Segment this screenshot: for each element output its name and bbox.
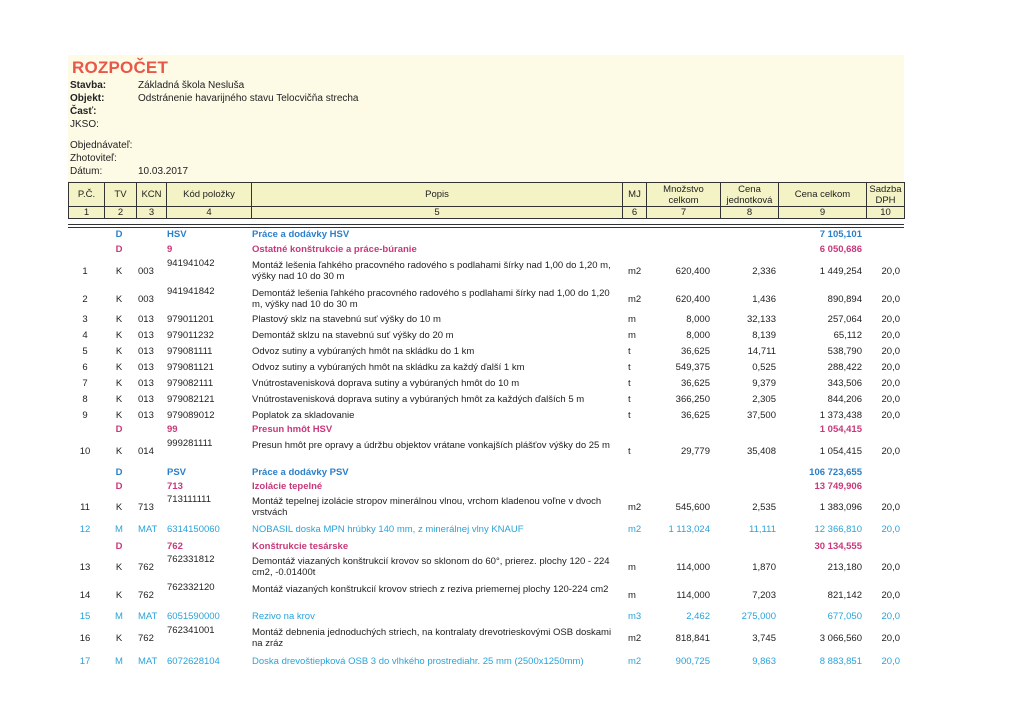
cell-pc: 8 [82,394,88,405]
cell-popis: Doska drevoštiepková OSB 3 do vlhkého prostrediahr. 25 mm (2500x1250mm) [252,656,584,667]
table-row [0,609,1024,623]
cell-celkom: 257,064 [827,314,862,325]
cell-celkom: 30 134,555 [814,541,862,552]
cell-kcn: 013 [138,378,154,389]
cell-celkom: 13 749,906 [814,481,862,492]
cell-cena: 2,535 [752,502,776,513]
cell-pc: 7 [82,378,88,389]
cell-mnozstvo: 900,725 [675,656,710,667]
cell-pc: 13 [79,562,91,573]
cell-celkom: 1 054,415 [819,446,862,457]
cell-popis: Práce a dodávky HSV [252,229,350,240]
table-row [0,554,1024,580]
cell-cena: 37,500 [746,410,776,421]
cell-kcn: 013 [138,362,154,373]
stavba-value: Základná škola Nesluša [138,80,245,91]
cell-mj: m2 [628,266,642,277]
cell-celkom: 1 449,254 [819,266,862,277]
cell-mj: t [628,446,631,457]
cell-kod: 941941042 [167,258,215,269]
cell-tv: D [115,467,123,478]
cell-celkom: 6 050,686 [819,244,862,255]
table-row [0,360,1024,374]
cell-popis: Demontáž viazaných konštrukcií krovov so sklonom do 60°, prierez. plochy 120 - 224 cm2, -0.01400t [252,556,610,578]
cell-popis: Montáž tepelnej izolácie stropov minerálnou vlnou, vrchom kladenou voľne v dvoch vrstvách [252,496,602,518]
document-title: ROZPOČET [72,58,169,77]
cell-popis: Poplatok za skladovanie [252,410,355,421]
cell-kcn: 003 [138,294,154,305]
cell-cena: 3,745 [752,633,776,644]
cell-pc: 11 [80,502,90,513]
cell-kcn: 013 [138,394,154,405]
cell-mnozstvo: 8,000 [686,330,710,341]
cell-popis: Plastový sklz na stavebnú suť výšky do 10 m [252,314,441,325]
cell-kcn: 013 [138,330,154,341]
cell-dph: 20,0 [881,656,900,667]
cell-pc: 4 [82,330,88,341]
header-num-3: 3 [137,207,167,219]
cell-mj: m2 [628,524,642,535]
cell-mnozstvo: 620,400 [675,294,710,305]
cast-line [70,106,132,118]
cell-tv: M [115,656,123,667]
cell-celkom: 65,112 [833,330,862,341]
cell-dph: 20,0 [881,362,900,373]
cell-mnozstvo: 1 113,024 [668,524,710,535]
cell-dph: 20,0 [881,294,900,305]
cell-pc: 5 [82,346,88,357]
cell-mnozstvo: 8,000 [686,314,710,325]
cell-tv: K [115,378,123,389]
cell-mnozstvo: 545,600 [675,502,710,513]
cell-celkom: 106 723,655 [809,467,862,478]
cell-kod: 979082121 [167,394,215,405]
cell-celkom: 3 066,560 [819,633,862,644]
cell-mj: t [628,362,631,373]
cell-kcn: 762 [138,633,154,644]
cell-celkom: 12 366,810 [814,524,862,535]
table-header [68,182,905,219]
cell-kod: 941941842 [167,286,215,297]
table-row [0,438,1024,464]
cell-kcn: MAT [138,524,158,535]
cell-dph: 20,0 [881,394,900,405]
header-num-9: 9 [779,207,867,219]
cell-kcn: 762 [138,590,154,601]
cell-kod: 979081111 [167,346,213,357]
cell-mj: m3 [628,611,642,622]
cell-popis: Montáž viazaných konštrukcií krovov striech z reziva priemernej plochy 120-224 cm2 [252,584,609,595]
header-kod: Kód položky [167,183,252,207]
cell-tv: K [115,590,123,601]
cell-tv: K [115,314,123,325]
cell-tv: K [115,346,123,357]
table-row [0,286,1024,312]
table-row [0,312,1024,326]
cell-mj: m2 [628,502,642,513]
cell-kcn: 003 [138,266,154,277]
cell-mnozstvo: 549,375 [675,362,710,373]
cell-tv: K [115,266,123,277]
cell-cena: 8,139 [752,330,776,341]
cell-kod: 713111111 [167,494,212,505]
cell-tv: K [115,410,123,421]
cell-pc: 3 [82,314,88,325]
cast-label: Časť: [70,106,97,117]
cell-kod: 999281111 [167,438,213,449]
cell-kcn: 013 [138,314,154,325]
cell-kod: 762 [167,541,183,552]
table-row [0,392,1024,406]
cell-celkom: 1 383,096 [819,502,862,513]
cell-kod: 9 [167,244,173,255]
cell-pc: 17 [79,656,91,667]
cell-kod: 99 [167,424,178,435]
cell-kod: HSV [167,229,187,240]
cell-kod: 713 [167,481,183,492]
cell-popis: Ostatné konštrukcie a práce-búranie [252,244,417,255]
cell-mnozstvo: 36,625 [680,346,710,357]
cell-kcn: 713 [138,502,154,513]
cell-kod: 979082111 [167,378,214,389]
cell-celkom: 890,894 [827,294,862,305]
cell-popis: Demontáž lešenia ľahkého pracovného radového s podlahami šírky nad 1,00 do 1,20 m, výšky nad 10 do 30 m [252,288,610,310]
header-mnozstvo: Množstvo celkom [647,183,721,207]
cell-dph: 20,0 [881,590,900,601]
cell-kod: 762331812 [167,554,215,565]
table-row [0,344,1024,358]
header-dph: Sadzba DPH [867,183,905,207]
table-row [0,242,1024,256]
cell-tv: K [115,446,123,457]
cell-pc: 16 [79,633,91,644]
cell-popis: Montáž lešenia ľahkého pracovného radového s podlahami šírky nad 1,00 do 1,20 m, výšky nad 10 do 30 m [252,260,611,282]
zhotovitel-line [70,153,132,165]
cell-kod: 979089012 [167,410,215,421]
cell-cena: 35,408 [746,446,776,457]
cell-mj: t [628,394,631,405]
objekt-value: Odstránenie havarijného stavu Telocvičňa strecha [138,93,359,104]
cell-celkom: 213,180 [827,562,862,573]
cell-kcn: MAT [138,656,158,667]
cell-celkom: 1 373,438 [819,410,862,421]
cell-pc: 6 [82,362,88,373]
cell-celkom: 343,506 [827,378,862,389]
cell-cena: 2,336 [752,266,776,277]
header-num-8: 8 [721,207,779,219]
stavba-line [70,80,245,92]
cell-popis: Presun hmôt pre opravy a údržbu objektov vrátane vonkajších plášťov výšky do 25 m [252,440,610,451]
header-num-6: 6 [623,207,647,219]
datum-label: Dátum: [70,166,103,177]
cell-mj: m [628,330,636,341]
cell-mnozstvo: 620,400 [675,266,710,277]
cell-mnozstvo: 36,625 [680,410,710,421]
cell-tv: K [115,502,123,513]
cell-mnozstvo: 29,779 [680,446,710,457]
cell-kod: 762332120 [167,582,215,593]
cell-mj: t [628,410,631,421]
header-mj: MJ [623,183,647,207]
cell-pc: 10 [79,446,91,457]
table-row [0,522,1024,536]
header-popis: Popis [252,183,623,207]
cell-cena: 7,203 [752,590,776,601]
cell-dph: 20,0 [881,266,900,277]
cell-celkom: 7 105,101 [819,229,862,240]
header-num-7: 7 [647,207,721,219]
jkso-line [70,119,132,131]
cell-kcn: 014 [138,446,154,457]
cell-mnozstvo: 2,462 [686,611,710,622]
cell-mj: m [628,562,636,573]
cell-mj: m2 [628,656,642,667]
zhotovitel-label: Zhotoviteľ: [70,153,117,164]
cell-dph: 20,0 [881,346,900,357]
header-pc: P.Č. [69,183,105,207]
cell-cena: 11,111 [749,524,776,535]
cell-popis: Rezivo na krov [252,611,315,622]
cell-cena: 9,863 [752,656,776,667]
cell-popis: Vnútrostavenisková doprava sutiny a vybúraných hmôt za každých ďalších 5 m [252,394,585,405]
cell-cena: 14,711 [747,346,776,357]
header-tv: TV [105,183,137,207]
cell-mnozstvo: 114,000 [676,562,710,573]
cell-kcn: 013 [138,346,154,357]
cell-dph: 20,0 [881,524,900,535]
cell-popis: Konštrukcie tesárske [252,541,349,552]
cell-celkom: 844,206 [827,394,862,405]
cell-kcn: MAT [138,611,158,622]
table-row [0,376,1024,390]
cell-popis: Demontáž sklzu na stavebnú suť výšky do 20 m [252,330,454,341]
objednavatel-label: Objednávateľ: [70,140,133,151]
objekt-label: Objekt: [70,93,105,104]
cell-kod: 979011201 [167,314,214,325]
cell-pc: 1 [82,266,88,277]
cell-dph: 20,0 [881,314,900,325]
table-row [0,227,1024,241]
cell-tv: K [115,362,123,373]
cell-dph: 20,0 [881,410,900,421]
cell-dph: 20,0 [881,633,900,644]
table-row [0,539,1024,553]
cell-tv: K [115,394,123,405]
cell-mj: t [628,378,631,389]
cell-popis: Odvoz sutiny a vybúraných hmôt na skládku do 1 km [252,346,475,357]
cell-dph: 20,0 [881,611,900,622]
cell-dph: 20,0 [881,502,900,513]
header-num-10: 10 [867,207,905,219]
cell-pc: 9 [82,410,88,421]
table-row [0,465,1024,479]
cell-mj: m [628,314,636,325]
cell-mj: m2 [628,633,642,644]
cell-tv: D [115,541,123,552]
cell-cena: 1,436 [752,294,776,305]
table-row [0,422,1024,436]
table-rule-top [68,224,904,225]
objednavatel-line [70,140,132,152]
header-num-5: 5 [252,207,623,219]
datum-line [70,166,189,178]
table-row [0,408,1024,422]
cell-mnozstvo: 366,250 [675,394,710,405]
cell-mj: m [628,590,636,601]
datum-value: 10.03.2017 [138,166,189,177]
header-cena: Cena jednotková [721,183,779,207]
table-row [0,625,1024,651]
table-row [0,328,1024,342]
cell-popis: Odvoz sutiny a vybúraných hmôt na skládku za každý ďalší 1 km [252,362,525,373]
cell-kod: 6051590000 [167,611,220,622]
cell-tv: M [115,524,123,535]
cell-pc: 12 [79,524,91,535]
cell-tv: K [115,294,123,305]
jkso-label: JKSO: [70,119,99,130]
cell-celkom: 538,790 [827,346,862,357]
cell-tv: M [115,611,123,622]
cell-popis: Montáž debnenia jednoduchých striech, na kontralaty drevotrieskovými OSB doskami na zráz [252,627,612,649]
objekt-line [70,93,359,105]
cell-kod: 6072628104 [167,656,220,667]
cell-popis: Presun hmôt HSV [252,424,333,435]
cell-kod: 979081121 [167,362,214,373]
table-row [0,258,1024,284]
cell-celkom: 1 054,415 [819,424,862,435]
cell-dph: 20,0 [881,446,900,457]
cell-dph: 20,0 [881,562,900,573]
cell-tv: D [115,481,123,492]
cell-mnozstvo: 114,000 [676,590,710,601]
header-num-1: 1 [69,207,105,219]
cell-mj: t [628,346,631,357]
cell-cena: 1,870 [752,562,776,573]
cell-cena: 275,000 [741,611,776,622]
cell-tv: D [115,424,123,435]
header-kcn: KCN [137,183,167,207]
cell-celkom: 821,142 [827,590,862,601]
cell-mnozstvo: 36,625 [680,378,710,389]
cell-kcn: 762 [138,562,154,573]
cell-tv: K [115,562,123,573]
table-row [0,654,1024,668]
cell-kod: PSV [167,467,187,478]
cell-pc: 14 [79,590,91,601]
cell-kcn: 013 [138,410,154,421]
cell-dph: 20,0 [881,378,900,389]
cell-cena: 0,525 [752,362,776,373]
cell-tv: D [115,244,123,255]
cell-pc: 2 [82,294,88,305]
cell-kod: 6314150060 [167,524,220,535]
header-num-2: 2 [105,207,137,219]
cell-kod: 762341001 [167,625,215,636]
cell-popis: NOBASIL doska MPN hrúbky 140 mm, z minerálnej vlny KNAUF [252,524,524,535]
cell-popis: Vnútrostavenisková doprava sutiny a vybúraných hmôt do 10 m [252,378,520,389]
header-num-4: 4 [167,207,252,219]
cell-mj: m2 [628,294,642,305]
cell-mnozstvo: 818,841 [675,633,710,644]
cell-dph: 20,0 [881,330,900,341]
cell-popis: Práce a dodávky PSV [252,467,349,478]
table-row [0,494,1024,520]
table-row [0,582,1024,608]
cell-celkom: 8 883,851 [819,656,862,667]
cell-popis: Izolácie tepelné [252,481,323,492]
cell-celkom: 677,050 [827,611,862,622]
cell-kod: 979011232 [167,330,214,341]
cell-cena: 32,133 [746,314,776,325]
cell-celkom: 288,422 [827,362,862,373]
stavba-label: Stavba: [70,80,107,91]
cell-tv: K [115,330,123,341]
table-row [0,479,1024,493]
cell-tv: D [115,229,123,240]
cell-tv: K [115,633,123,644]
cell-cena: 2,305 [752,394,776,405]
cell-cena: 9,379 [752,378,776,389]
header-celkom: Cena celkom [779,183,867,207]
header-background [68,55,904,183]
cell-pc: 15 [79,611,91,622]
